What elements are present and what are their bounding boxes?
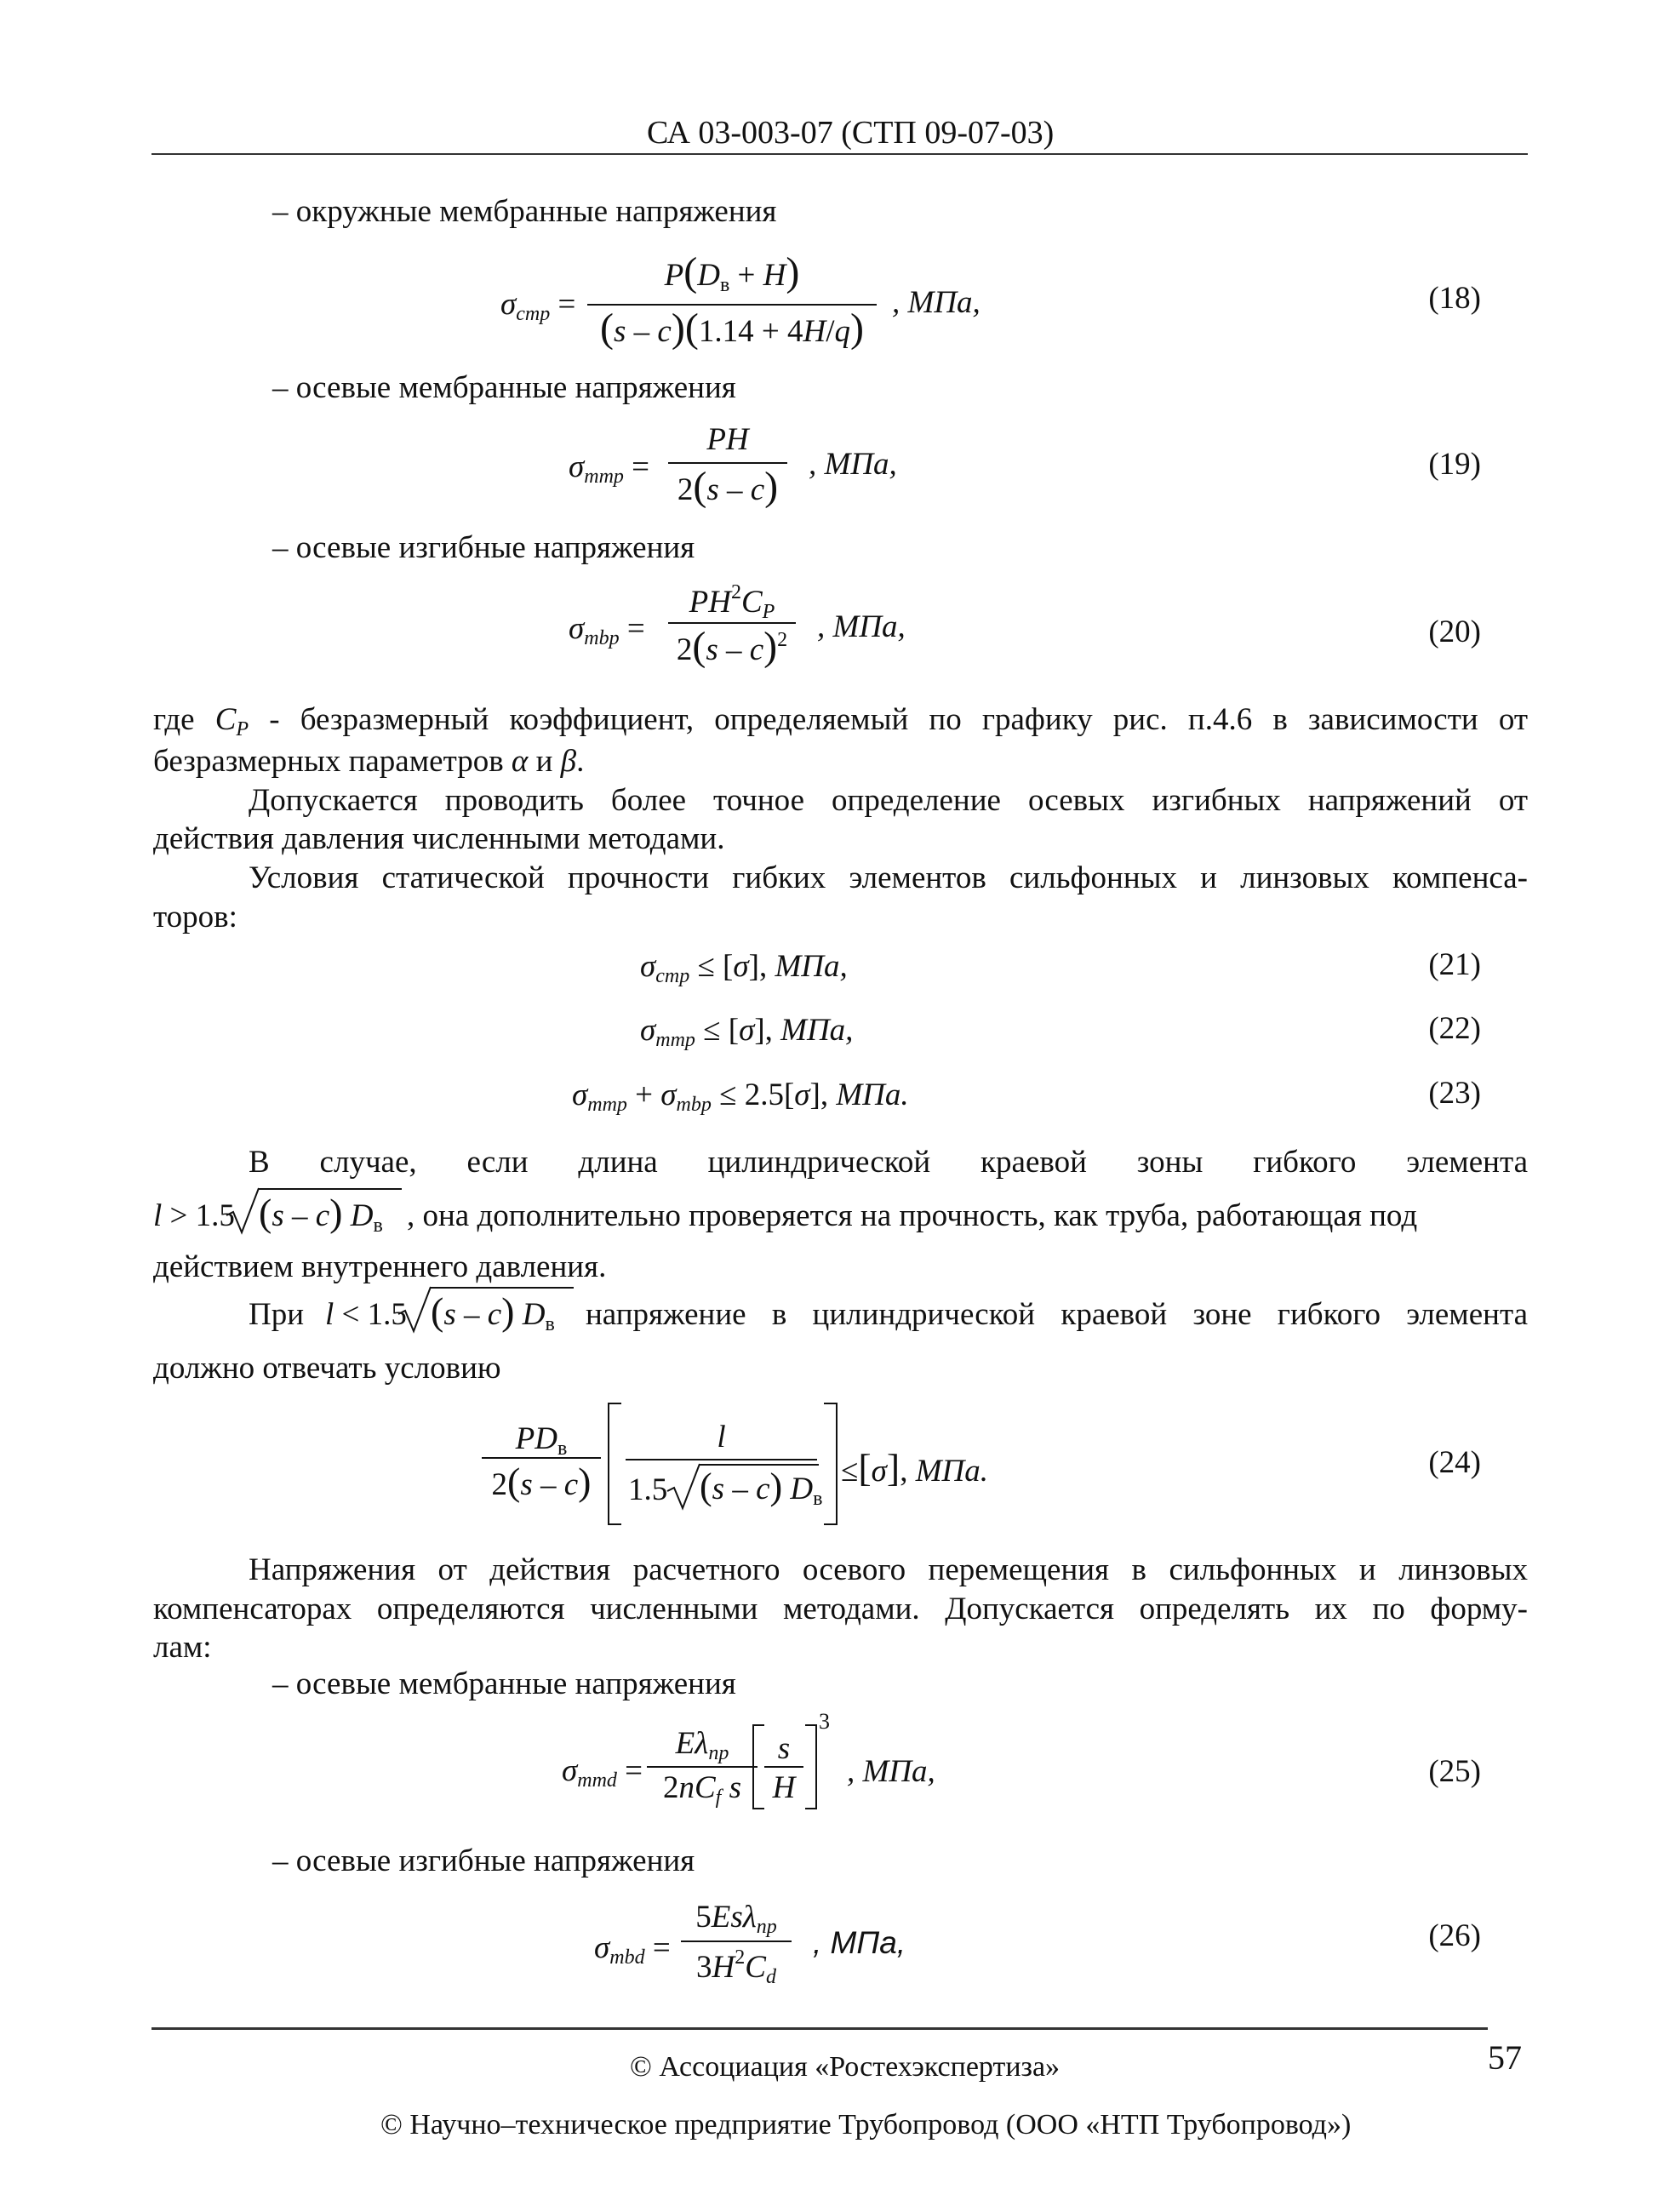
equation-number: (18) xyxy=(1428,281,1481,316)
right-bracket xyxy=(805,1724,817,1809)
formula-rhs: ≤[σ], МПа. xyxy=(841,1446,989,1489)
formula-numerator: $PH^2C_P$ xyxy=(689,581,775,623)
list-dash: – xyxy=(272,530,296,565)
formula-inequality: $\sigma_{mmp} + \sigma_{mbp} \le 2.5[\sigma]$, МПа. xyxy=(572,1077,909,1116)
symbol-cp: $C_P$ xyxy=(214,702,249,740)
formula-numerator: $PD_в$ xyxy=(515,1421,568,1460)
list-dash: – xyxy=(272,370,296,405)
list-item-axial-bending-2 xyxy=(272,1845,695,1877)
paragraph-line: компенсаторах определяются численными методами. Допускается определять их по форму- xyxy=(153,1592,1528,1626)
formula-inequality: $\sigma_{mmp} \le [\sigma]$, МПа, xyxy=(640,1013,854,1051)
equation-number: (21) xyxy=(1428,947,1481,982)
formula-unit: , МПа, xyxy=(809,447,897,482)
list-item-circ-membrane xyxy=(272,196,776,227)
left-bracket xyxy=(608,1403,621,1525)
footer-association: © Ассоциация «Ростехэкспертиза» xyxy=(630,2051,1061,2083)
list-dash: – xyxy=(272,1666,296,1701)
equation-number: (19) xyxy=(1428,447,1481,482)
equation-number: (24) xyxy=(1428,1445,1481,1480)
formula-numerator: $E\lambda_{np}$ xyxy=(675,1726,729,1764)
formula-unit: , МПа, xyxy=(847,1754,935,1789)
paragraph-line: действия давления численными методами. xyxy=(153,821,725,856)
left-bracket xyxy=(752,1724,764,1809)
formula-denominator: 2(s – c) xyxy=(491,1460,592,1503)
list-item-axial-membrane-2 xyxy=(272,1668,736,1700)
formula-lhs: $\sigma_{mbp}$ = xyxy=(569,611,645,649)
paragraph-line: безразмерных параметров α и β. xyxy=(153,744,585,779)
inner-numerator: s xyxy=(777,1731,791,1766)
formula-denominator: $3H^2C_d$ xyxy=(696,1946,776,1988)
formula-lhs: $\sigma_{mmp}$ = xyxy=(569,449,650,488)
list-item-label: осевые мембранные напряжения xyxy=(295,370,736,405)
sqrt-content: (s – c) $D_в$ xyxy=(431,1289,555,1335)
fraction-bar xyxy=(681,1941,792,1942)
sqrt-bar xyxy=(431,1287,574,1289)
sqrt-content: (s – c) $D_в$ xyxy=(259,1191,383,1237)
list-item-label: осевые изгибные напряжения xyxy=(295,530,695,565)
page-number: 57 xyxy=(1488,2038,1522,2077)
inner-fraction-bar xyxy=(626,1459,817,1460)
right-bracket xyxy=(824,1403,838,1525)
formula-unit: , МПа, xyxy=(813,1925,906,1960)
paragraph-line: где $C_P$ - безразмерный коэффициент, определяемый по графику рис. п.4.6 в зависимости от xyxy=(153,702,1529,740)
paragraph-text: , она дополнительно проверяется на прочность, как труба, работающая под xyxy=(407,1198,1418,1233)
header-rule xyxy=(152,153,1528,155)
fraction-bar xyxy=(587,304,877,306)
symbol-beta: β xyxy=(560,744,577,779)
sqrt-sign xyxy=(667,1462,701,1510)
equation-number: (22) xyxy=(1428,1011,1481,1046)
list-item-axial-bending xyxy=(272,532,695,563)
inner-numerator: l xyxy=(717,1420,726,1455)
formula-inequality: $\sigma_{cmp} \le [\sigma]$, МПа, xyxy=(640,949,848,987)
paragraph-line: действием внутреннего давления. xyxy=(153,1249,607,1284)
formula-unit: , МПа, xyxy=(892,285,981,320)
paragraph-text: напряжение в цилиндрической краевой зоне гибкого элемента xyxy=(586,1297,1528,1332)
equation-number: (20) xyxy=(1428,614,1481,649)
formula-numerator: 5Esλ$_{np}$ xyxy=(695,1900,777,1938)
inner-denominator-coef: 1.5 xyxy=(628,1472,668,1507)
list-item-axial-membrane xyxy=(272,372,736,403)
equation-number: (26) xyxy=(1428,1918,1481,1953)
list-item-label: осевые мембранные напряжения xyxy=(295,1666,736,1701)
inline-condition: l < 1.5 xyxy=(325,1297,407,1332)
equation-number: (23) xyxy=(1428,1076,1481,1111)
paragraph-line: Напряжения от действия расчетного осевого перемещения в сильфонных и линзовых xyxy=(249,1552,1528,1587)
paragraph-text: При xyxy=(249,1297,305,1332)
formula-lhs: $\sigma_{mmd}$ = xyxy=(562,1753,643,1792)
symbol-alpha: α xyxy=(511,744,529,779)
inner-denominator: H xyxy=(772,1770,796,1805)
header-title: СА 03-003-07 (СТП 09-07-03) xyxy=(647,115,1055,151)
fraction-bar xyxy=(482,1457,601,1459)
list-item-label: осевые изгибные напряжения xyxy=(295,1843,695,1878)
sqrt-bar xyxy=(259,1188,402,1190)
formula-lhs: $\sigma_{cmp}$ = xyxy=(500,287,576,325)
paragraph-line: должно отвечать условию xyxy=(153,1351,501,1386)
formula-lhs: $\sigma_{mbd}$ = xyxy=(594,1930,671,1969)
formula-denominator: $2nC_f$ s xyxy=(662,1770,741,1809)
formula-denominator: 2(s – c) xyxy=(677,464,779,509)
equation-number: (25) xyxy=(1428,1754,1481,1789)
sqrt-bar xyxy=(700,1464,819,1466)
paragraph-line: торов: xyxy=(153,900,237,935)
sqrt-content: (s – c) $D_в$ xyxy=(700,1466,823,1510)
formula-numerator: PH xyxy=(706,422,749,457)
list-dash: – xyxy=(272,194,296,229)
sqrt-sign xyxy=(226,1186,260,1234)
exponent: 3 xyxy=(819,1709,830,1734)
paragraph-line: Допускается проводить более точное определение осевых изгибных напряжений от xyxy=(249,783,1528,818)
paragraph-line: лам: xyxy=(153,1630,212,1665)
fraction-bar xyxy=(647,1766,758,1768)
list-dash: – xyxy=(272,1843,296,1878)
formula-denominator: (s – c)(1.14 + 4H/q) xyxy=(600,306,864,351)
inner-fraction-bar xyxy=(764,1766,803,1768)
footer-rule xyxy=(152,2027,1488,2030)
paragraph-line: В случае, если длина цилиндрической краевой зоны гибкого элемента xyxy=(249,1145,1528,1180)
list-item-label: окружные мембранные напряжения xyxy=(295,194,777,229)
inline-condition: l > 1.5 xyxy=(153,1198,235,1233)
formula-denominator: 2(s – c)$^2$ xyxy=(676,624,788,669)
formula-unit: , МПа, xyxy=(817,609,906,644)
formula-numerator: $P(D_в + H)$ xyxy=(664,249,800,296)
footer-company: © Научно–техническое предприятие Трубопровод (ООО «НТП Трубопровод») xyxy=(380,2109,1352,2141)
paragraph-line: Условия статической прочности гибких элементов сильфонных и линзовых компенса- xyxy=(249,860,1528,895)
sqrt-sign xyxy=(398,1285,432,1333)
